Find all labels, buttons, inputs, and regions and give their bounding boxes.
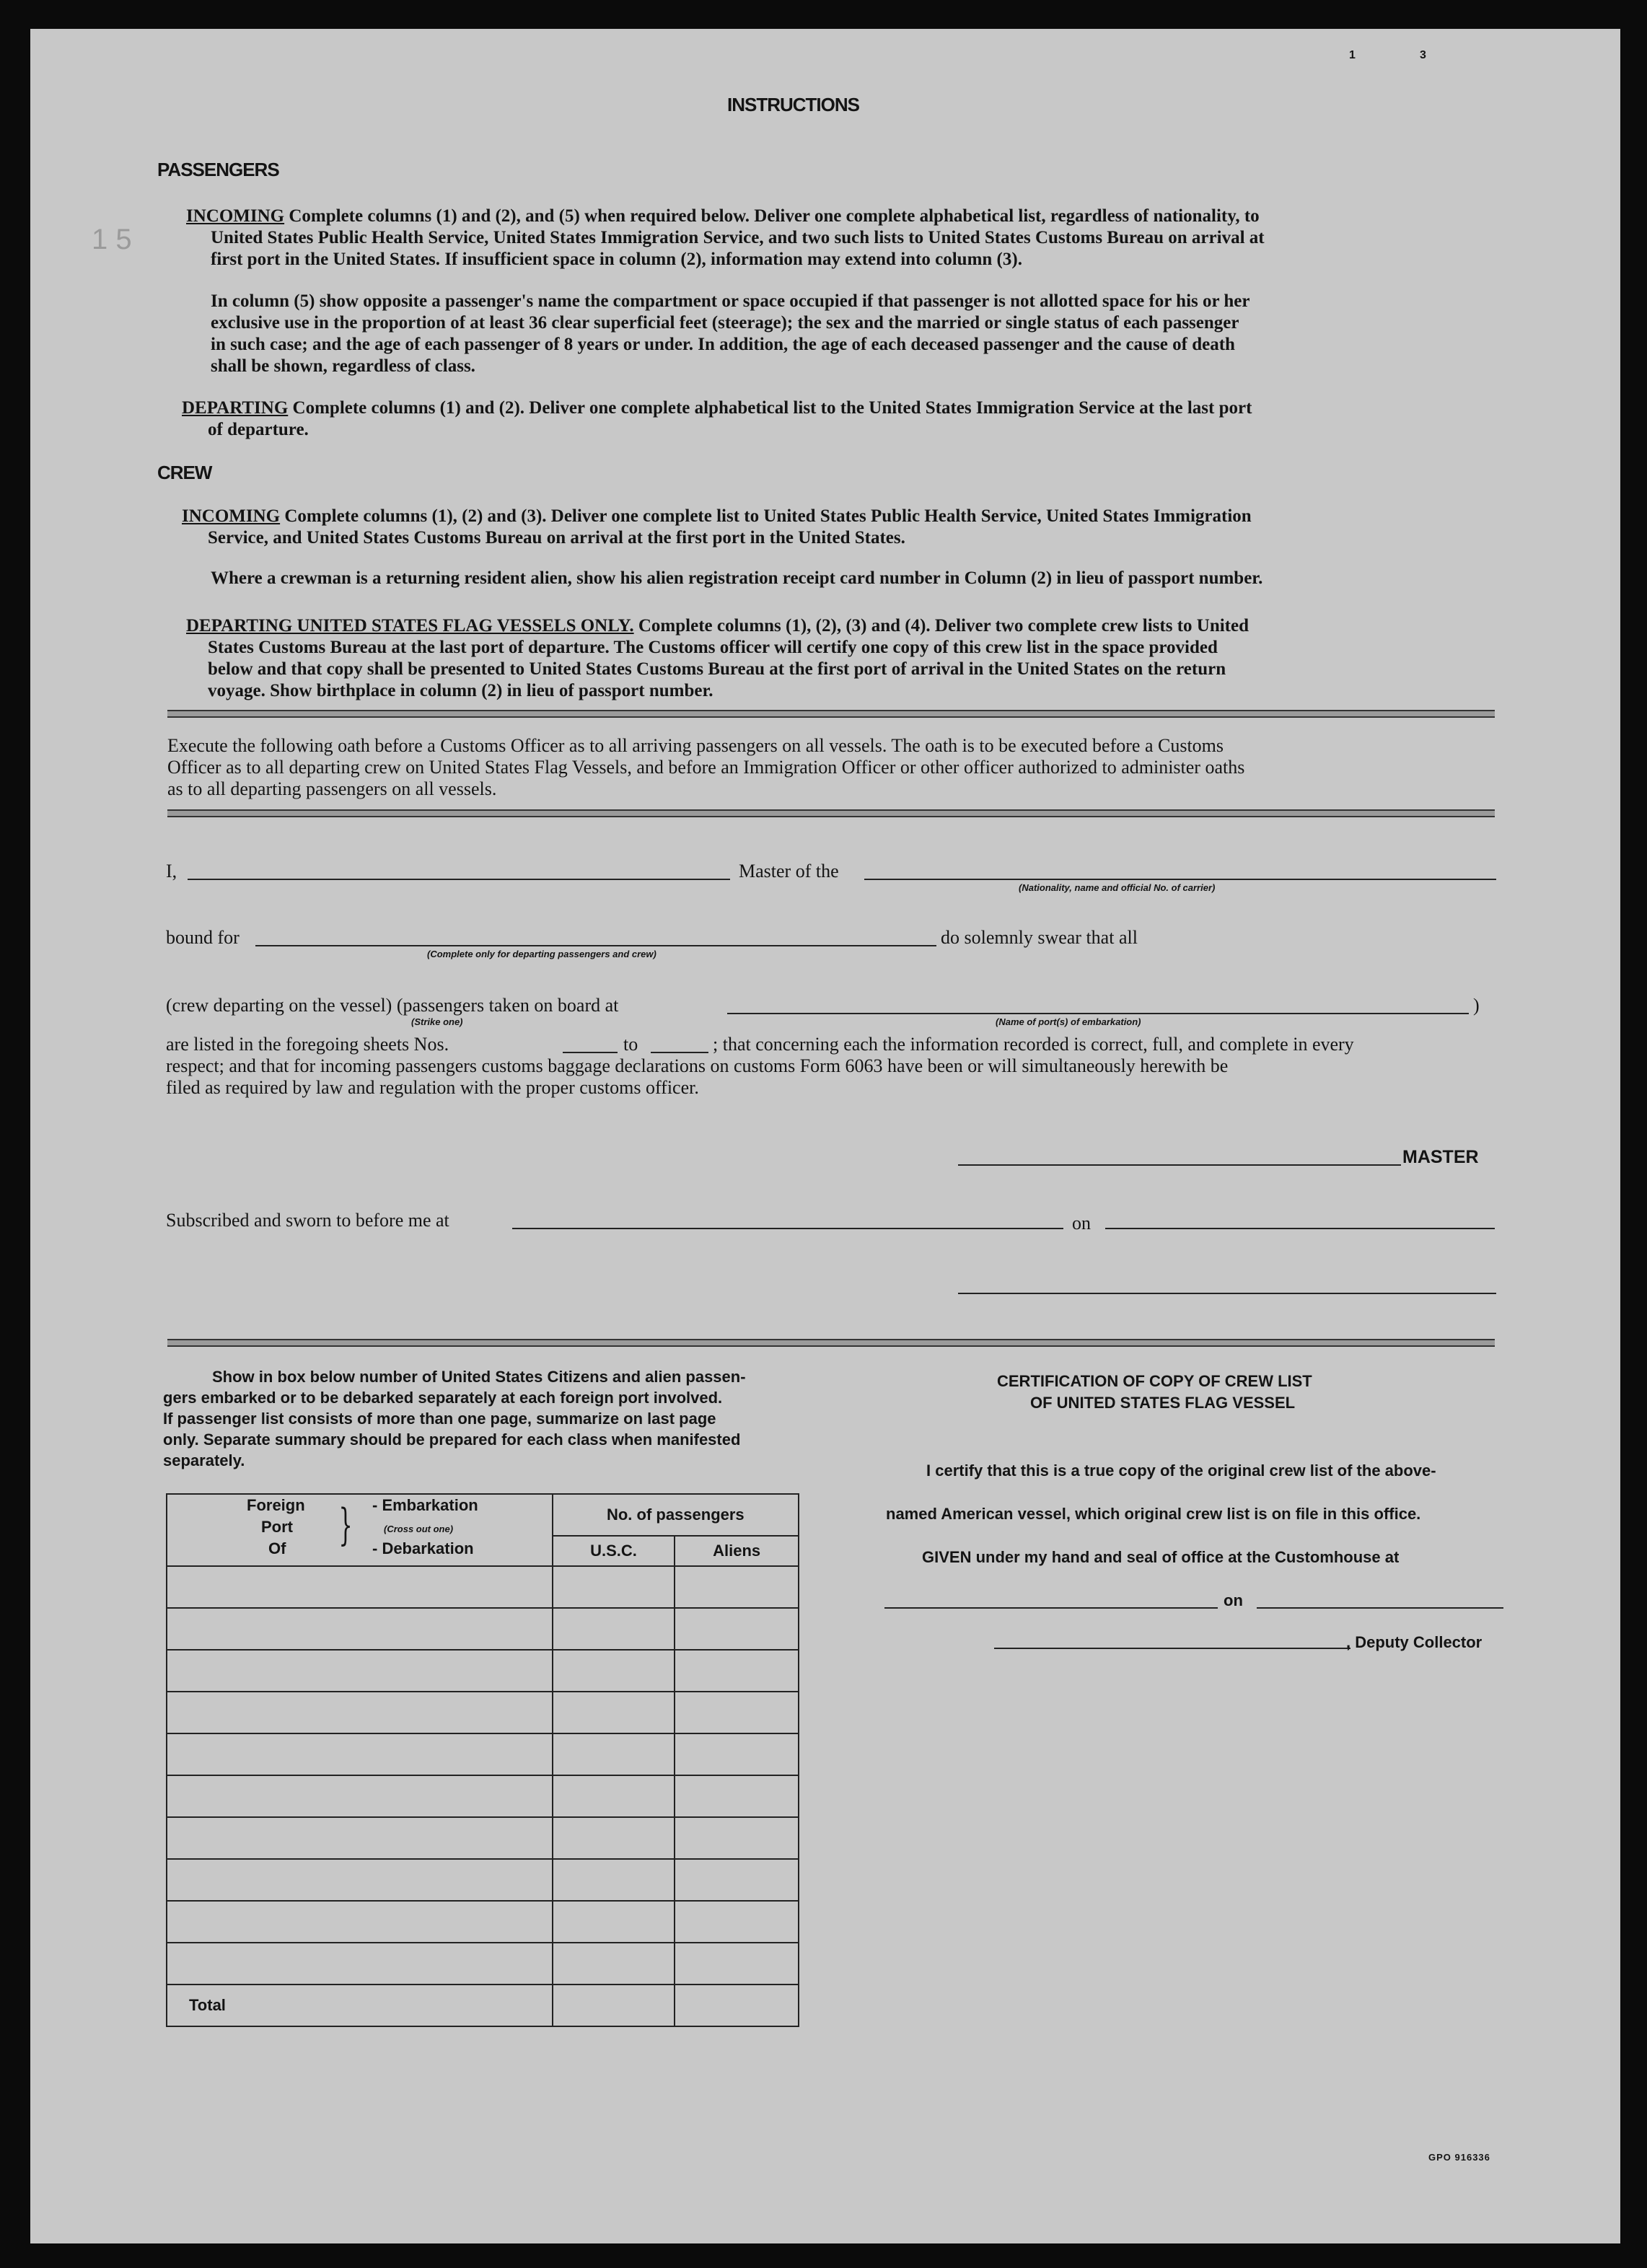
aliens-cell[interactable] xyxy=(675,1859,799,1901)
passengers-incoming-line1: INCOMING Complete columns (1) and (2), and (5) when required below. Deliver one complete alphabetical list, regardless of nationality, to xyxy=(186,206,1260,226)
page-title: INSTRUCTIONS xyxy=(727,94,859,115)
hdr-of: Of xyxy=(268,1539,286,1557)
section-divider xyxy=(167,1339,1495,1347)
swear-label: do solemnly swear that all xyxy=(941,927,1138,948)
usc-cell[interactable] xyxy=(553,1608,675,1650)
crew-heading: CREW xyxy=(157,462,212,483)
aliens-cell[interactable] xyxy=(675,1775,799,1817)
summary-line1: Show in box below number of United States Citizens and alien passen- xyxy=(212,1368,746,1386)
master-of-the-label: Master of the xyxy=(739,861,839,882)
subscribed-label: Subscribed and sworn to before me at xyxy=(166,1210,449,1231)
usc-total-cell[interactable] xyxy=(553,1984,675,2026)
bound-for-label: bound for xyxy=(166,927,240,948)
table-row xyxy=(167,1566,799,1608)
aliens-cell[interactable] xyxy=(675,1566,799,1608)
port-cell[interactable] xyxy=(167,1692,553,1733)
table-row xyxy=(167,1943,799,1984)
port-cell[interactable] xyxy=(167,1901,553,1943)
usc-cell[interactable] xyxy=(553,1901,675,1943)
port-cell[interactable] xyxy=(167,1859,553,1901)
sworn-date-field[interactable] xyxy=(1105,1228,1495,1229)
usc-cell[interactable] xyxy=(553,1817,675,1859)
hdr-foreign: Foreign xyxy=(247,1496,305,1514)
passengers-incoming-line2: United States Public Health Service, United States Immigration Service, and two such lists to United States Customs Bureau on arrival at xyxy=(211,228,1265,247)
section-divider xyxy=(167,809,1495,817)
respect-line: respect; and that for incoming passengers customs baggage declarations on customs Form 6063 have been or will simultaneously herewith be xyxy=(166,1055,1229,1076)
oath-i-label: I, xyxy=(166,861,177,882)
hdr-debark: - Debarkation xyxy=(372,1539,474,1557)
table-row xyxy=(167,1733,799,1775)
hdr-embark: - Embarkation xyxy=(372,1496,478,1514)
usc-cell[interactable] xyxy=(553,1733,675,1775)
aliens-total-cell[interactable] xyxy=(675,1984,799,2026)
passengers-incoming-line3: first port in the United States. If insufficient space in column (2), information may extend into column (3). xyxy=(211,250,1022,269)
usc-cell[interactable] xyxy=(553,1566,675,1608)
hdr-port: Port xyxy=(261,1518,293,1536)
total-label: Total xyxy=(167,1984,553,2026)
usc-cell[interactable] xyxy=(553,1859,675,1901)
aliens-cell[interactable] xyxy=(675,1650,799,1692)
officer-signature-field[interactable] xyxy=(958,1293,1496,1294)
table-row xyxy=(167,1901,799,1943)
summary-line4: only. Separate summary should be prepared for each class when manifested xyxy=(163,1430,741,1449)
port-cell[interactable] xyxy=(167,1775,553,1817)
filed-line: filed as required by law and regulation with the proper customs officer. xyxy=(166,1077,699,1098)
summary-line5: separately. xyxy=(163,1451,245,1469)
embarkation-port-field[interactable] xyxy=(727,1013,1469,1014)
no-passengers-header: No. of passengers xyxy=(553,1494,799,1536)
customhouse-field[interactable] xyxy=(884,1607,1218,1609)
certification-title1: CERTIFICATION OF COPY OF CREW LIST xyxy=(997,1372,1312,1390)
sheet-from-field[interactable] xyxy=(563,1052,618,1053)
gpo-mark: GPO 916336 xyxy=(1428,2152,1490,2163)
port-cell[interactable] xyxy=(167,1566,553,1608)
crew-resident-line: Where a crewman is a returning resident alien, show his alien registration receipt card number in Column (2) in lieu of passport number. xyxy=(211,568,1263,588)
table-row xyxy=(167,1817,799,1859)
port-cell[interactable] xyxy=(167,1608,553,1650)
col5-line2: exclusive use in the proportion of at least 36 clear superficial feet (steerage); the sex and the married or single status of each passenger xyxy=(211,313,1239,333)
aliens-cell[interactable] xyxy=(675,1817,799,1859)
summary-line2: gers embarked or to be debarked separately at each foreign port involved. xyxy=(163,1389,723,1407)
col5-line3: in such case; and the age of each passenger of 8 years or under. In addition, the age of each deceased passenger and the cause of death xyxy=(211,335,1235,354)
usc-cell[interactable] xyxy=(553,1692,675,1733)
sheet-to-field[interactable] xyxy=(651,1052,708,1053)
carrier-field[interactable] xyxy=(864,879,1496,880)
deputy-collector-label: , Deputy Collector xyxy=(1346,1633,1483,1651)
master-signature-field[interactable] xyxy=(958,1164,1401,1166)
oath-instructions-line2: Officer as to all departing crew on United States Flag Vessels, and before an Immigration Officer or other officer authorized to administer oaths xyxy=(167,757,1245,778)
hdr-cross: (Cross out one) xyxy=(384,1524,454,1534)
usc-cell[interactable] xyxy=(553,1650,675,1692)
crew-departing-line4: voyage. Show birthplace in column (2) in lieu of passport number. xyxy=(208,681,713,700)
aliens-cell[interactable] xyxy=(675,1692,799,1733)
summary-line3: If passenger list consists of more than one page, summarize on last page xyxy=(163,1410,716,1428)
form-page xyxy=(30,29,1620,2243)
col5-line4: shall be shown, regardless of class. xyxy=(211,356,475,376)
bound-for-caption: (Complete only for departing passengers and crew) xyxy=(427,949,656,959)
col5-line1: In column (5) show opposite a passenger's name the compartment or space occupied if that passenger is not allotted space for his or her xyxy=(211,291,1250,311)
aliens-cell[interactable] xyxy=(675,1901,799,1943)
certification-on-label: on xyxy=(1224,1591,1243,1609)
port-cell[interactable] xyxy=(167,1650,553,1692)
crew-incoming-line2: Service, and United States Customs Bureau on arrival at the first port in the United States. xyxy=(208,528,905,548)
sworn-at-field[interactable] xyxy=(512,1228,1063,1229)
passengers-heading: PASSENGERS xyxy=(157,159,279,180)
strike-one-caption: (Strike one) xyxy=(411,1016,463,1027)
passengers-departing-line1: DEPARTING Complete columns (1) and (2). Deliver one complete alphabetical list to the United States Immigration Service at the last port xyxy=(182,398,1252,418)
aliens-header: Aliens xyxy=(675,1536,799,1566)
usc-header: U.S.C. xyxy=(553,1536,675,1566)
certification-date-field[interactable] xyxy=(1257,1607,1503,1609)
master-label: MASTER xyxy=(1402,1147,1479,1167)
table-row xyxy=(167,1775,799,1817)
bound-for-field[interactable] xyxy=(255,945,936,946)
port-cell[interactable] xyxy=(167,1817,553,1859)
close-paren: ) xyxy=(1473,995,1480,1016)
crew-departing-line2: States Customs Bureau at the last port of departure. The Customs officer will certify one copy of this crew list in the space provided xyxy=(208,638,1218,657)
table-row xyxy=(167,1859,799,1901)
departing-label: DEPARTING xyxy=(182,398,289,418)
aliens-cell[interactable] xyxy=(675,1608,799,1650)
port-caption: (Name of port(s) of embarkation) xyxy=(996,1016,1141,1027)
crew-incoming-label: INCOMING xyxy=(182,506,281,526)
certification-line3: GIVEN under my hand and seal of office at the Customhouse at xyxy=(922,1548,1400,1566)
crew-departing-label: DEPARTING UNITED STATES FLAG VESSELS ONLY. xyxy=(186,616,634,636)
certification-line1: I certify that this is a true copy of the original crew list of the above- xyxy=(926,1462,1436,1480)
passengers-departing-line2: of departure. xyxy=(208,420,309,439)
crew-departing-line1: DEPARTING UNITED STATES FLAG VESSELS ONLY. Complete columns (1), (2), (3) and (4). Deliver two complete crew lists to United xyxy=(186,616,1249,636)
passenger-summary-table xyxy=(166,1493,799,2027)
carrier-caption: (Nationality, name and official No. of carrier) xyxy=(1019,882,1216,893)
port-cell[interactable] xyxy=(167,1733,553,1775)
brace-icon: } xyxy=(338,1500,353,1550)
crew-incoming-line1: INCOMING Complete columns (1), (2) and (3). Deliver one complete list to United States Public Health Service, United States Immigration xyxy=(182,506,1252,526)
aliens-cell[interactable] xyxy=(675,1943,799,1984)
page-mark-2: 3 xyxy=(1420,49,1426,61)
aliens-cell[interactable] xyxy=(675,1733,799,1775)
oath-instructions-line1: Execute the following oath before a Customs Officer as to all arriving passengers on all vessels. The oath is to be executed before a Customs xyxy=(167,735,1224,756)
bleed-through-mark: 1 5 xyxy=(92,224,132,255)
crew-departing-strike-label: (crew departing on the vessel) (passengers taken on board at xyxy=(166,995,619,1016)
port-cell[interactable] xyxy=(167,1943,553,1984)
master-name-field[interactable] xyxy=(188,879,730,880)
table-header-row xyxy=(167,1494,799,1536)
usc-cell[interactable] xyxy=(553,1775,675,1817)
sworn-on-label: on xyxy=(1072,1213,1091,1234)
incoming-label: INCOMING xyxy=(186,206,285,226)
listed-sheets-line: are listed in the foregoing sheets Nos. to ; that concerning each the information recorded is correct, full, and complete in every xyxy=(166,1034,1354,1055)
crew-departing-line3: below and that copy shall be presented to United States Customs Bureau at the first port of arrival in the United States on the return xyxy=(208,659,1226,679)
certification-line2: named American vessel, which original crew list is on file in this office. xyxy=(886,1505,1421,1523)
oath-instructions-line3: as to all departing passengers on all vessels. xyxy=(167,778,497,799)
table-row xyxy=(167,1692,799,1733)
certification-title2: OF UNITED STATES FLAG VESSEL xyxy=(1030,1394,1296,1412)
total-row xyxy=(167,1984,799,2026)
section-divider xyxy=(167,710,1495,718)
usc-cell[interactable] xyxy=(553,1943,675,1984)
foreign-port-header xyxy=(167,1494,553,1566)
page-mark-1: 1 xyxy=(1349,49,1356,61)
table-row xyxy=(167,1608,799,1650)
table-row xyxy=(167,1650,799,1692)
deputy-signature-field[interactable] xyxy=(994,1648,1350,1649)
